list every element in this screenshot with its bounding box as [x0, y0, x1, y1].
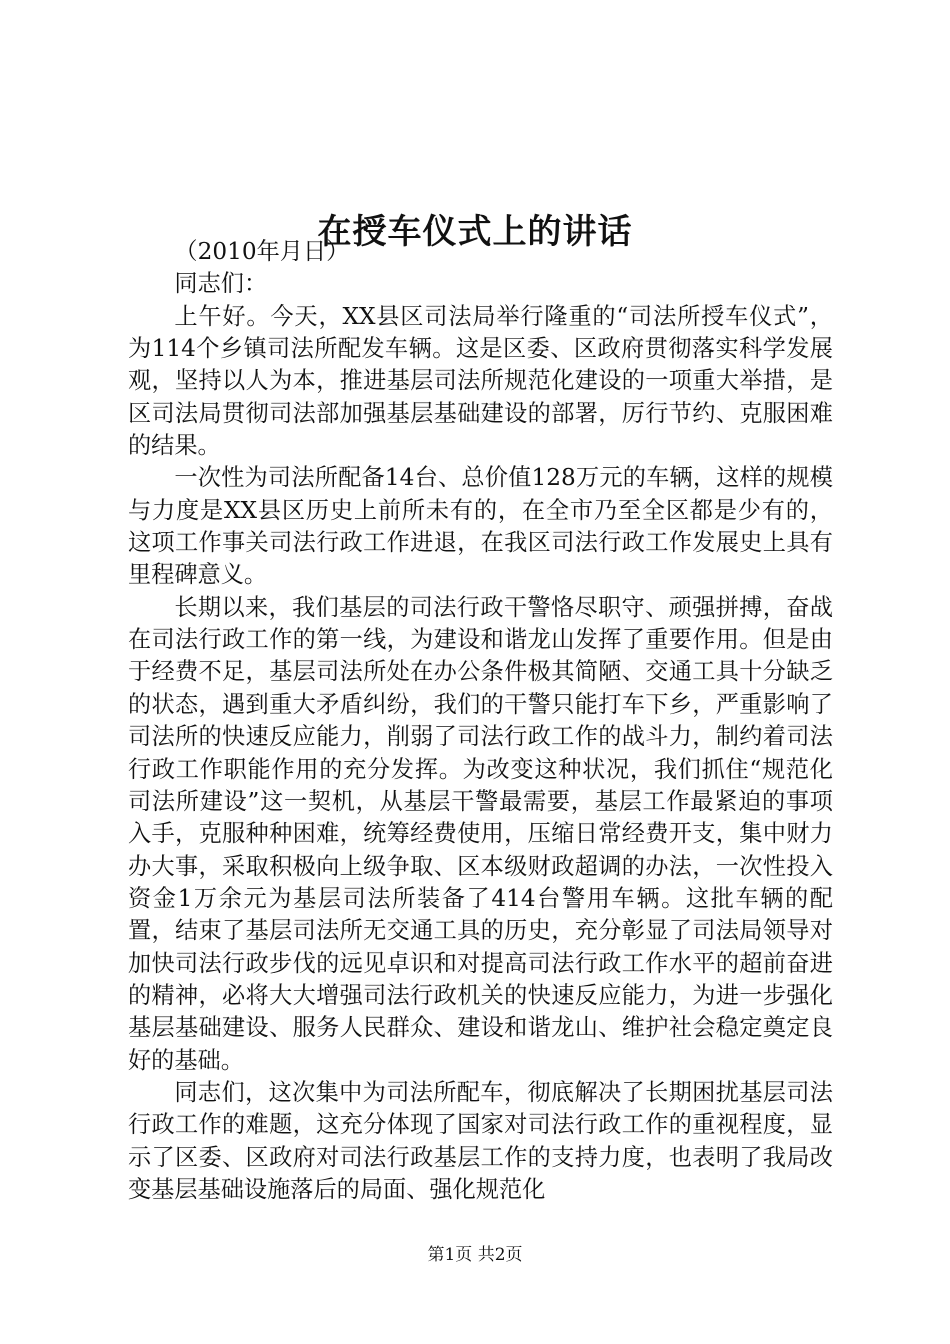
paragraph: 同志们，这次集中为司法所配车，彻底解决了长期困扰基层司法行政工作的难题，这充分体现了国家对司法行政工作的重视程度，显示了区委、区政府对司法行政基层工作的支持力度，也表明了我局改变基层基础设施落后的局面、强化规范化 [128, 1078, 833, 1203]
paragraph: 长期以来，我们基层的司法行政干警恪尽职守、顽强拼搏，奋战在司法行政工作的第一线，为建设和谐龙山发挥了重要作用。但是由于经费不足，基层司法所处在办公条件极其简陋、交通工具十分缺乏的状态，遇到重大矛盾纠纷，我们的干警只能打车下乡，严重影响了司法所的快速反应能力，削弱了司法行政工作的战斗力，制约着司法行政工作职能作用的充分发挥。为改变这种状况，我们抓住“规范化司法所建设”这一契机，从基层干警最需要，基层工作最紧迫的事项入手，克服种种困难，统筹经费使用，压缩日常经费开支，集中财力办大事，采取积极向上级争取、区本级财政超调的办法，一次性投入资金1万余元为基层司法所装备了414台警用车辆。这批车辆的配置，结束了基层司法所无交通工具的历史，充分彰显了司法局领导对加快司法行政步伐的远见卓识和对提高司法行政工作水平的超前奋进的精神，必将大大增强司法行政机关的快速反应能力，为进一步强化基层基础建设、服务人民群众、建设和谐龙山、维护社会稳定奠定良好的基础。 [128, 593, 833, 1074]
document-body [128, 236, 833, 1206]
date-line: （2010年月日） [174, 238, 350, 265]
salutation: 同志们： [174, 270, 268, 298]
document-title: 在授车仪式上的讲话 [317, 211, 633, 252]
page-footer: 第1页 共2页 [427, 1245, 523, 1265]
paragraph: 上午好。今天，XX县区司法局举行隆重的“司法所授车仪式”，为114个乡镇司法所配发车辆。这是区委、区政府贯彻落实科学发展观，坚持以人为本，推进基层司法所规范化建设的一项重大举措，是区司法局贯彻司法部加强基层基础建设的部署，厉行节约、克服困难的结果。 [128, 302, 833, 460]
paragraph: 一次性为司法所配备14台、总价值128万元的车辆，这样的规模与力度是XX县区历史上前所未有的，在全市乃至全区都是少有的，这项工作事关司法行政工作进退，在我区司法行政工作发展史上具有里程碑意义。 [128, 464, 833, 589]
